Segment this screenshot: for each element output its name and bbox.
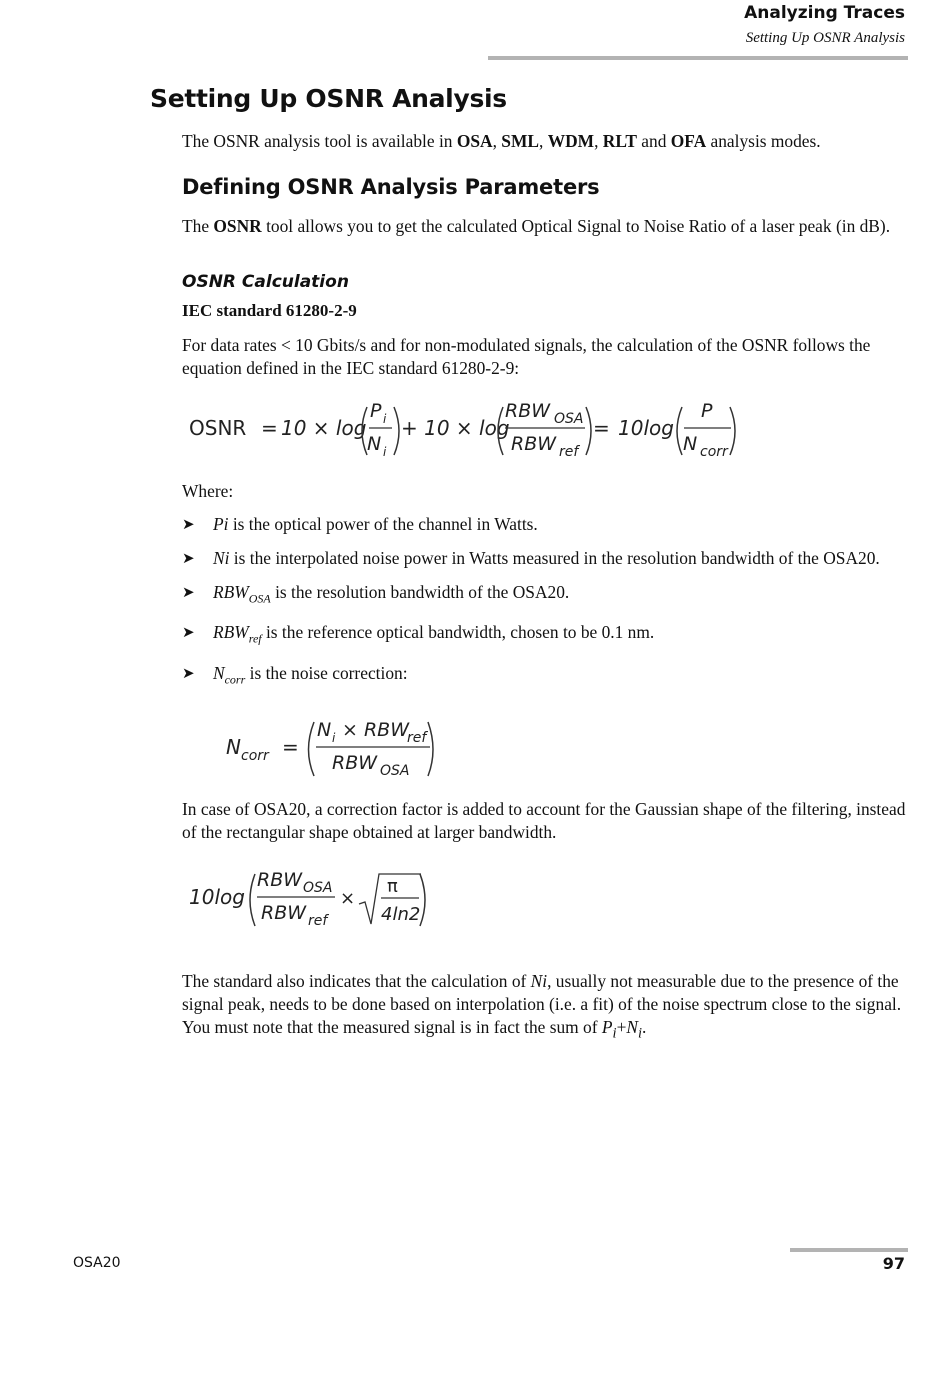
arrow-bullet-icon: ➤ [182, 665, 195, 682]
svg-text:RBW: RBW [257, 869, 303, 891]
svg-text:N: N [317, 719, 332, 741]
iec-paragraph: For data rates < 10 Gbits/s and for non-modulated signals, the calculation of the OSNR follows the equation defined in the IEC standard 61280-2-9: [182, 335, 871, 378]
osnr-equation [185, 395, 755, 465]
running-header-chapter: Analyzing Traces [744, 3, 905, 23]
svg-text:ref: ref [559, 444, 579, 460]
svg-text:OSA: OSA [380, 763, 410, 779]
svg-text:π: π [387, 876, 398, 897]
list-item: ➤ Pi is the optical power of the channel in Watts. [182, 513, 907, 536]
list-item: ➤ Ni is the interpolated noise power in Watts measured in the resolution bandwidth of the OSA20. [182, 547, 907, 570]
page-title: Setting Up OSNR Analysis [150, 84, 507, 113]
svg-text:N: N [367, 433, 382, 455]
list-item: ➤ $RBW_{ref}$ is the reference optical bandwidth, chosen to be 0.1 nm. [182, 622, 655, 646]
svg-text:10 × log: 10 × log [281, 416, 367, 440]
svg-text:corr: corr [700, 444, 728, 460]
running-header-section: Setting Up OSNR Analysis [745, 30, 905, 46]
osnr-paragraph: The OSNR tool allows you to get the calculated Optical Signal to Noise Ratio of a laser peak (in dB). [182, 216, 891, 236]
list-item: ➤ $RBW_{OSA}$ is the resolution bandwidth of the OSA20. [182, 582, 570, 606]
svg-text:OSNR: OSNR [189, 416, 247, 440]
svg-text:RBW: RBW [511, 433, 557, 455]
svg-text:10log: 10log [189, 885, 245, 909]
svg-text:4ln2: 4ln2 [381, 904, 421, 925]
svg-text:OSA: OSA [554, 411, 584, 427]
calc-heading: OSNR Calculation [182, 272, 349, 292]
svg-text:× RBW: × RBW [342, 719, 409, 741]
svg-text:ref: ref [308, 913, 328, 929]
list-item: ➤ $N_{corr}$ is the noise correction: [182, 662, 408, 687]
header-rule [488, 56, 908, 60]
svg-text:+ 10 × log: + 10 × log [401, 416, 510, 440]
svg-text:i: i [383, 412, 387, 426]
arrow-bullet-icon: ➤ [182, 517, 195, 533]
intro-paragraph: The OSNR analysis tool is available in OSA, SML, WDM, RLT and OFA analysis modes. [182, 131, 821, 151]
svg-text:i: i [332, 731, 336, 745]
svg-text:ref: ref [407, 730, 427, 746]
svg-text:i: i [383, 445, 387, 459]
section-heading: Defining OSNR Analysis Parameters [182, 175, 600, 199]
where-label: Where: [182, 481, 234, 501]
svg-text:OSA: OSA [303, 880, 333, 896]
footer-product: OSA20 [73, 1255, 121, 1271]
iec-heading: IEC standard 61280-2-9 [182, 301, 357, 320]
footer-rule [790, 1248, 908, 1252]
gauss-equation [185, 864, 445, 934]
svg-text:RBW: RBW [261, 902, 307, 924]
arrow-bullet-icon: ➤ [182, 625, 195, 642]
svg-text:=: = [282, 735, 299, 759]
svg-text:P: P [370, 400, 382, 422]
page-number: 97 [882, 1254, 905, 1273]
final-paragraph: The standard also indicates that the calculation of Ni, usually not measurable due to the presence of the signal peak, needs to be done based on interpolation (i.e. a fit) of the noise spectrum close to the signal. You must note that the measured signal is in fact the sum of $P_i+N_i$. [182, 971, 902, 1042]
svg-text:N: N [226, 735, 241, 759]
svg-text:10log: 10log [618, 416, 674, 440]
svg-text:N: N [683, 433, 698, 455]
svg-text:RBW: RBW [332, 752, 378, 774]
arrow-bullet-icon: ➤ [182, 585, 195, 601]
gauss-paragraph: In case of OSA20, a correction factor is added to account for the Gaussian shape of the filtering, instead of the rectangular shape obtained at larger bandwidth. [182, 799, 906, 842]
definitions-list [182, 513, 907, 702]
svg-text:×: × [340, 888, 356, 909]
svg-text:=: = [593, 416, 610, 440]
svg-text:=: = [261, 416, 278, 440]
svg-text:corr: corr [241, 748, 269, 764]
ncorr-equation [222, 712, 462, 782]
arrow-bullet-icon: ➤ [182, 551, 195, 567]
svg-text:RBW: RBW [505, 400, 551, 422]
svg-text:P: P [701, 400, 713, 422]
